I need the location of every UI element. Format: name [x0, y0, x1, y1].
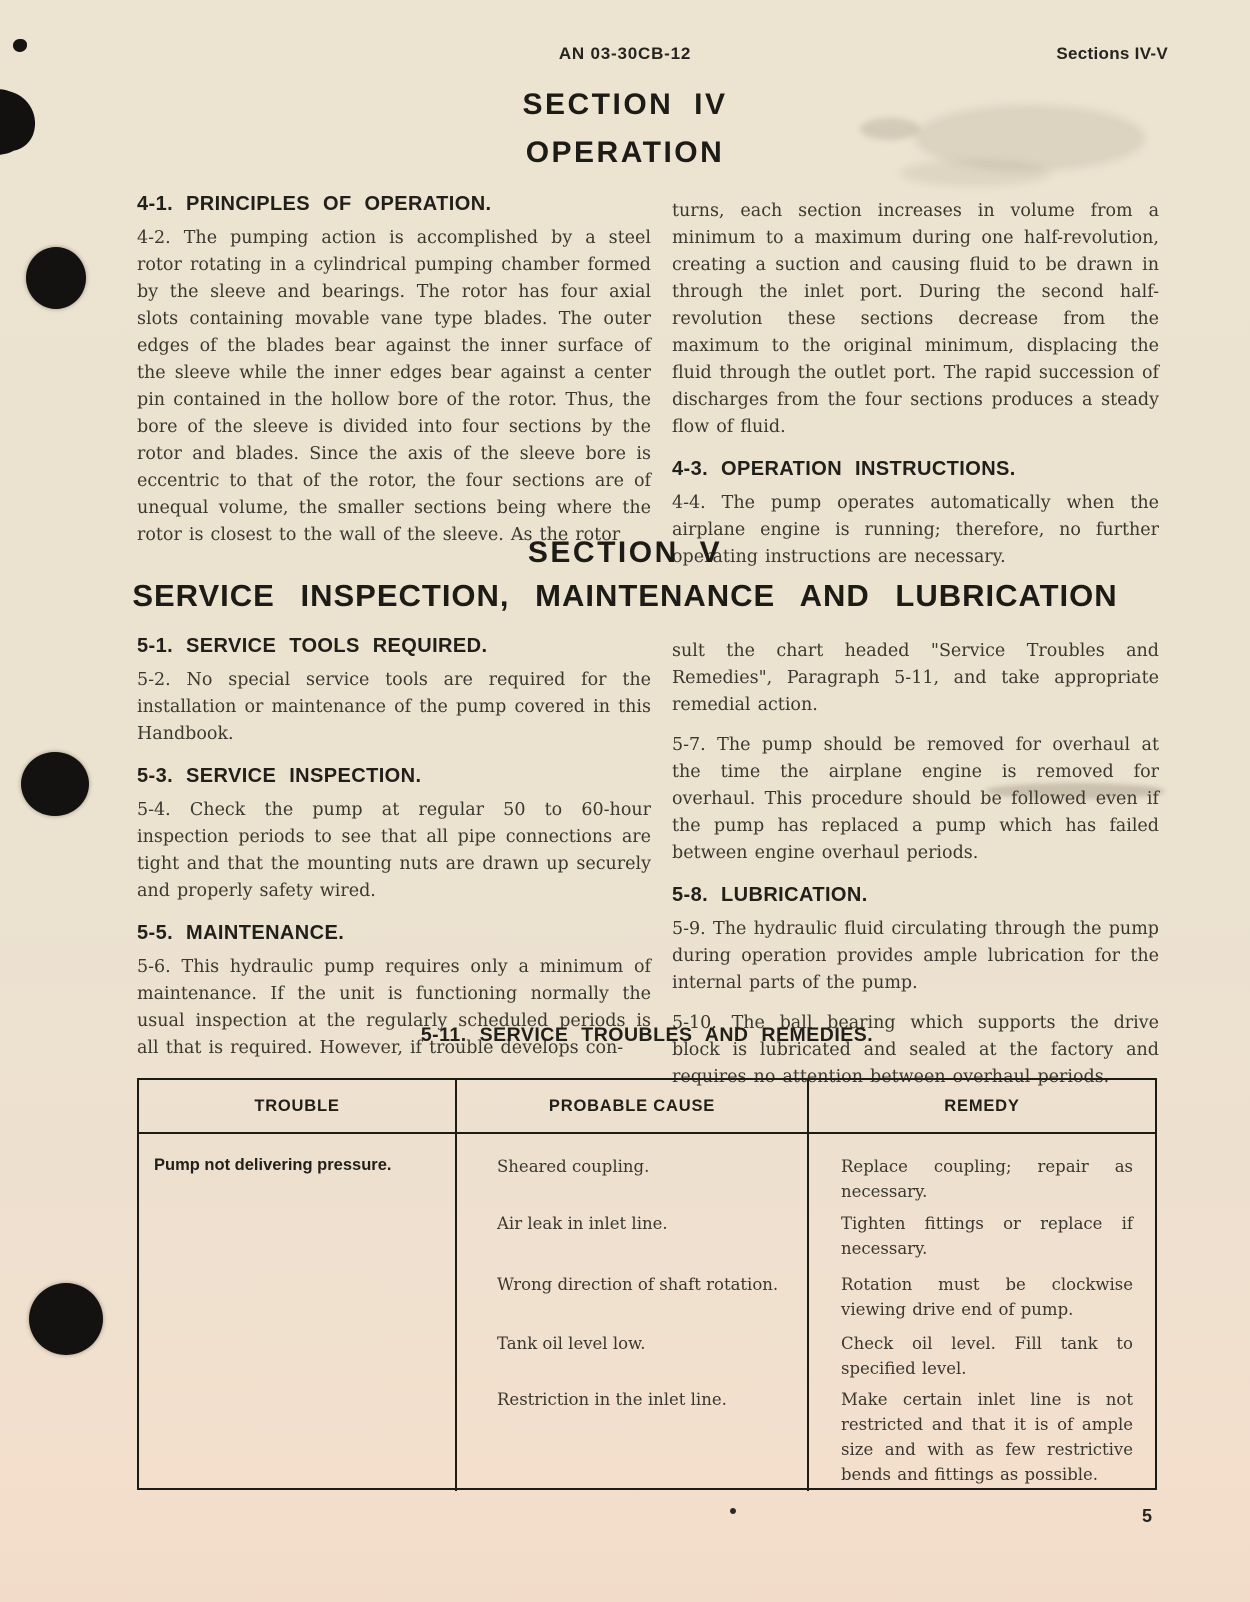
- cause-item: Restriction in the inlet line.: [497, 1390, 727, 1409]
- section-iv-left-column: [137, 192, 651, 562]
- heading-5-5: 5-5. MAINTENANCE.: [137, 922, 345, 944]
- punch-hole: [29, 1283, 103, 1355]
- doc-number: AN 03-30CB-12: [558, 44, 692, 63]
- paragraph-5-4: 5-4. Check the pump at regular 50 to 60-hour inspection periods to see that all pipe connections are tight and that the mounting nuts are drawn up securely and properly safety wired.: [137, 800, 651, 901]
- heading-5-3: 5-3. SERVICE INSPECTION.: [137, 765, 422, 787]
- cause-item: Air leak in inlet line.: [497, 1214, 668, 1233]
- column-header-remedy: REMEDY: [944, 1096, 1020, 1115]
- heading-5-8: 5-8. LUBRICATION.: [672, 884, 868, 906]
- paragraph-5-6-continued: sult the chart headed "Service Troubles and Remedies", Paragraph 5-11, and take appropriate remedial action.: [672, 641, 1159, 715]
- ink-speck: [730, 1508, 736, 1514]
- table-title-5-11: 5-11. SERVICE TROUBLES AND REMEDIES.: [420, 1024, 874, 1046]
- paragraph-4-2: 4-2. The pumping action is accomplished by a steel rotor rotating in a cylindrical pumping chamber formed by the sleeve and bearings. The rotor has four axial slots containing movable vane type blades. The outer edges of the blades bear against the inner surface of the sleeve while the inner edges bear against a center pin contained in the hollow bore of the rotor. Thus, the bore of the sleeve is divided into four sections by the rotor and blades. Since the axis of the sleeve bore is eccentric to that of the rotor, the four sections are of unequal volume, the smaller sections being where the rotor is closest to the wall of the sleeve. As the rotor: [137, 228, 651, 545]
- remedy-item: Replace coupling; repair as necessary.: [841, 1157, 1133, 1201]
- trouble-cell: [139, 1134, 457, 1491]
- cause-item: Tank oil level low.: [497, 1334, 646, 1353]
- section-v-title: SECTION V: [527, 536, 723, 569]
- remedy-item: Tighten fittings or replace if necessary.: [841, 1214, 1133, 1258]
- remedy-item: Make certain inlet line is not restricted and that it is of ample size and with as few restrictive bends and fittings as possible.: [841, 1390, 1133, 1484]
- paragraph-5-10: 5-10. The ball bearing which supports the drive block is lubricated and sealed at the factory and requires no attention between overhaul periods.: [672, 1013, 1159, 1087]
- punch-hole: [21, 752, 89, 816]
- heading-4-1: 4-1. PRINCIPLES OF OPERATION.: [137, 193, 492, 215]
- column-header-probable-cause: PROBABLE CAUSE: [457, 1080, 809, 1132]
- service-troubles-table: [137, 1078, 1157, 1490]
- remedy-item: Check oil level. Fill tank to specified level.: [841, 1334, 1133, 1378]
- paragraph-4-4: 4-4. The pump operates automatically when the airplane engine is running; therefore, no further operating instructions are necessary.: [672, 493, 1159, 567]
- section-v-subtitle: SERVICE INSPECTION, MAINTENANCE AND LUBRICATION: [132, 578, 1118, 613]
- page-number: 5: [1141, 1506, 1152, 1526]
- paragraph-4-2-continued: turns, each section increases in volume from a minimum to a maximum during one half-revolution, creating a suction and causing fluid to be drawn in through the inlet port. During the second half-revolution these sections decrease from the maximum to the original minimum, displacing the fluid through the outlet port. The rapid succession of discharges from the four sections produces a steady flow of fluid.: [672, 201, 1159, 437]
- sections-label: Sections IV-V: [1056, 44, 1168, 63]
- heading-4-3: 4-3. OPERATION INSTRUCTIONS.: [672, 458, 1016, 480]
- table-header-row: [139, 1080, 1155, 1134]
- column-header-trouble: TROUBLE: [139, 1080, 457, 1132]
- cause-item: Sheared coupling.: [497, 1157, 650, 1176]
- probable-cause-cell: [457, 1134, 809, 1491]
- section-iv-subtitle: OPERATION: [525, 136, 725, 169]
- section-v-left-column: [137, 634, 651, 1075]
- remedy-cell: [809, 1134, 1155, 1491]
- remedy-item: Rotation must be clockwise viewing drive end of pump.: [841, 1275, 1133, 1319]
- punch-hole: [26, 247, 86, 309]
- cause-item: Wrong direction of shaft rotation.: [497, 1275, 779, 1294]
- paragraph-5-9: 5-9. The hydraulic fluid circulating through the pump during operation provides ample lubrication for the internal parts of the pump.: [672, 919, 1159, 993]
- heading-5-1: 5-1. SERVICE TOOLS REQUIRED.: [137, 635, 488, 657]
- section-iv-title: SECTION IV: [522, 88, 728, 121]
- paragraph-5-6: 5-6. This hydraulic pump requires only a minimum of maintenance. If the unit is functioning normally the usual inspection at the regularly scheduled periods is all that is required. However, if trouble develops con-: [137, 957, 651, 1058]
- paragraph-5-2: 5-2. No special service tools are required for the installation or maintenance of the pump covered in this Handbook.: [137, 670, 651, 744]
- section-iv-right-column: [672, 198, 1159, 584]
- table-body: [139, 1134, 1155, 1491]
- paragraph-5-7: 5-7. The pump should be removed for overhaul at the time the airplane engine is removed for overhaul. This procedure should be followed even if the pump has replaced a pump which has failed between engine overhaul periods.: [672, 735, 1159, 863]
- trouble-text: Pump not delivering pressure.: [154, 1156, 392, 1174]
